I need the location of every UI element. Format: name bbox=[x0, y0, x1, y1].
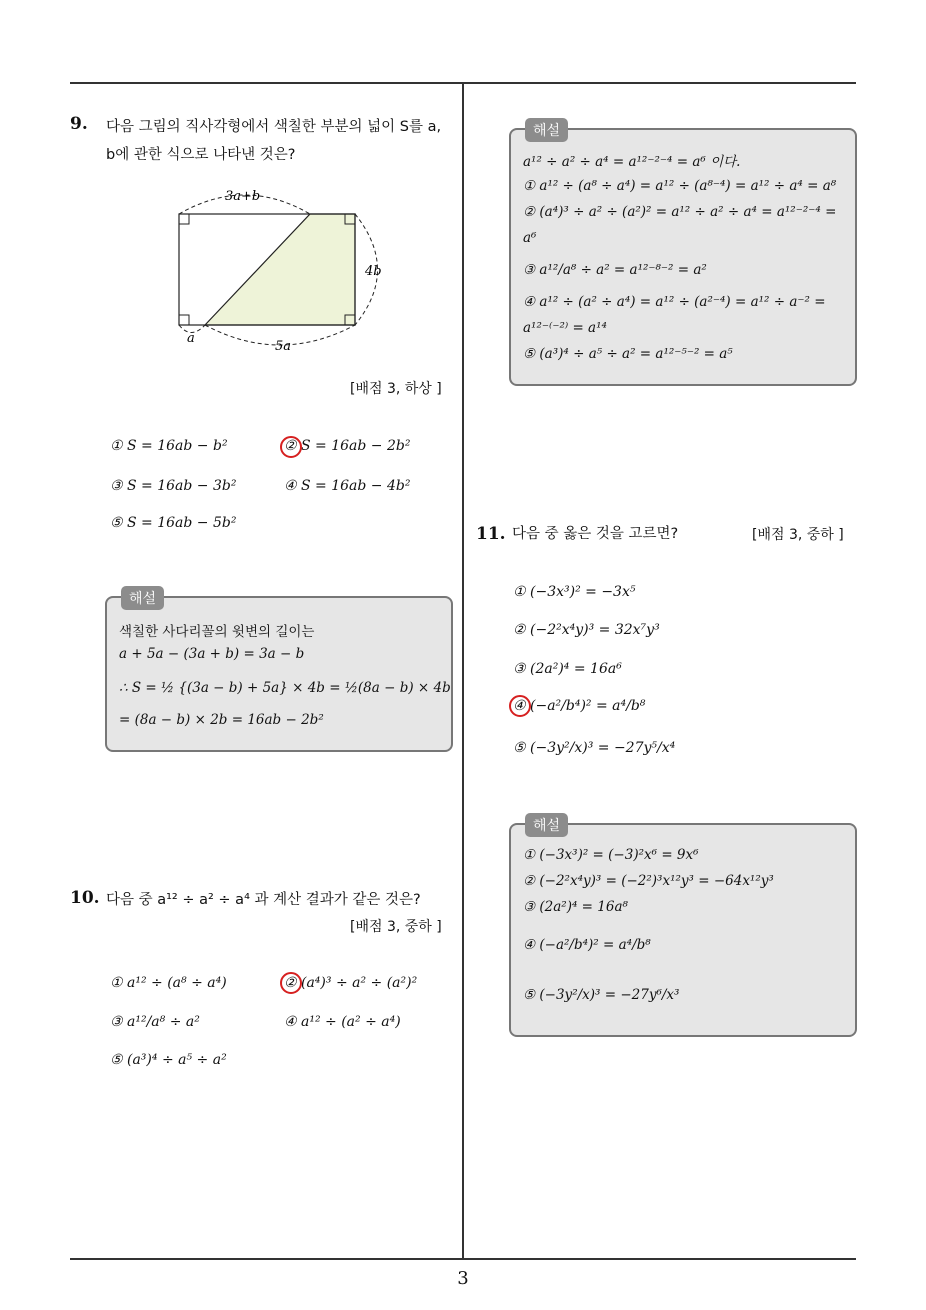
page-number: 3 bbox=[457, 1268, 469, 1289]
q10-solution-line6: ④ a¹² ÷ (a² ÷ a⁴) = a¹² ÷ (a²⁻⁴) = a¹² ÷ a⁻² = bbox=[523, 294, 826, 310]
q11-solution-line5: ⑤ (−3y²/x)³ = −27y⁶/x³ bbox=[523, 987, 680, 1003]
q11-option-4[interactable]: ④ (−a²/b⁴)² = a⁴/b⁸ bbox=[513, 698, 646, 714]
q10-solution-line1: a¹² ÷ a² ÷ a⁴ = a¹²⁻²⁻⁴ = a⁶ 이다. bbox=[523, 154, 741, 170]
q10-solution-line4: a⁶ bbox=[523, 230, 537, 246]
q11-solution-line1: ① (−3x³)² = (−3)²x⁶ = 9x⁶ bbox=[523, 847, 699, 863]
q10-score: [배점 3, 중하 ] bbox=[350, 919, 442, 935]
q9-option-5[interactable]: ⑤ S = 16ab − 5b² bbox=[110, 515, 237, 531]
q9-number: 9. bbox=[70, 114, 88, 134]
q11-solution-line2: ② (−2²x⁴y)³ = (−2²)³x¹²y³ = −64x¹²y³ bbox=[523, 873, 774, 889]
q9-solution-box bbox=[105, 591, 453, 752]
q9-solution-tag: 해설 bbox=[121, 586, 164, 610]
q11-solution-line3: ③ (2a²)⁴ = 16a⁸ bbox=[523, 899, 628, 915]
q9-stem-line1: 다음 그림의 직사각형에서 색칠한 부분의 넓이 S를 a, bbox=[106, 119, 442, 135]
q11-solution-line4: ④ (−a²/b⁴)² = a⁴/b⁸ bbox=[523, 937, 651, 953]
q9-solution-line4: = (8a − b) × 2b = 16ab − 2b² bbox=[119, 712, 324, 728]
q10-solution-box bbox=[509, 123, 857, 386]
q10-number: 10. bbox=[70, 888, 100, 908]
bottom-rule bbox=[70, 1258, 856, 1260]
q9-score: [배점 3, 하상 ] bbox=[350, 381, 442, 397]
q11-score: [배점 3, 중하 ] bbox=[752, 527, 844, 543]
q10-solution-line5: ③ a¹²/a⁸ ÷ a² = a¹²⁻⁸⁻² = a² bbox=[523, 262, 707, 278]
q11-number: 11. bbox=[476, 524, 506, 544]
q11-option-2[interactable]: ② (−2²x⁴y)³ = 32x⁷y³ bbox=[513, 622, 660, 638]
q9-option-1[interactable]: ① S = 16ab − b² bbox=[110, 438, 228, 454]
q11-solution-tag: 해설 bbox=[525, 813, 568, 837]
q9-answer-circle bbox=[280, 436, 302, 458]
q10-option-3[interactable]: ③ a¹²/a⁸ ÷ a² bbox=[110, 1014, 200, 1030]
q11-option-5[interactable]: ⑤ (−3y²/x)³ = −27y⁵/x⁴ bbox=[513, 740, 676, 756]
q9-stem-line2: b에 관한 식으로 나타낸 것은? bbox=[106, 147, 296, 163]
q10-solution-line3: ② (a⁴)³ ÷ a² ÷ (a²)² = a¹² ÷ a² ÷ a⁴ = a¹²⁻²⁻⁴ = bbox=[523, 204, 837, 220]
q9-shaded-trapezoid bbox=[205, 214, 355, 325]
q10-option-2[interactable]: ② (a⁴)³ ÷ a² ÷ (a²)² bbox=[284, 975, 418, 991]
q9-label-top: 3a+b bbox=[225, 189, 261, 204]
q10-option-4[interactable]: ④ a¹² ÷ (a² ÷ a⁴) bbox=[284, 1014, 401, 1030]
q9-solution-line2: a + 5a − (3a + b) = 3a − b bbox=[119, 646, 305, 662]
q9-solution-line3: ∴ S = ½ {(3a − b) + 5a} × 4b = ½(8a − b) × 4b bbox=[119, 680, 451, 696]
q10-option-1[interactable]: ① a¹² ÷ (a⁸ ÷ a⁴) bbox=[110, 975, 227, 991]
column-divider bbox=[462, 82, 464, 1260]
q9-solution-line1: 색칠한 사다리꼴의 윗변의 길이는 bbox=[119, 624, 315, 640]
q9-option-2[interactable]: ② S = 16ab − 2b² bbox=[284, 438, 411, 454]
q9-label-bottom: 5a bbox=[275, 339, 292, 354]
q10-solution-line7: a¹²⁻⁽⁻²⁾ = a¹⁴ bbox=[523, 320, 607, 336]
q11-solution-box bbox=[509, 818, 857, 1037]
q11-stem: 다음 중 옳은 것을 고르면? bbox=[512, 526, 679, 542]
q11-option-3[interactable]: ③ (2a²)⁴ = 16a⁶ bbox=[513, 661, 622, 677]
q9-label-bottom-left: a bbox=[187, 331, 195, 346]
q11-option-1[interactable]: ① (−3x³)² = −3x⁵ bbox=[513, 584, 636, 600]
q11-answer-circle bbox=[509, 695, 531, 717]
q9-option-3[interactable]: ③ S = 16ab − 3b² bbox=[110, 478, 237, 494]
q10-stem: 다음 중 a¹² ÷ a² ÷ a⁴ 과 계산 결과가 같은 것은? bbox=[106, 892, 421, 908]
q10-answer-circle bbox=[280, 972, 302, 994]
q10-option-5[interactable]: ⑤ (a³)⁴ ÷ a⁵ ÷ a² bbox=[110, 1052, 227, 1068]
q10-solution-tag: 해설 bbox=[525, 118, 568, 142]
q10-solution-line2: ① a¹² ÷ (a⁸ ÷ a⁴) = a¹² ÷ (a⁸⁻⁴) = a¹² ÷ a⁴ = a⁸ bbox=[523, 178, 837, 194]
q9-figure bbox=[165, 180, 395, 360]
q10-solution-line8: ⑤ (a³)⁴ ÷ a⁵ ÷ a² = a¹²⁻⁵⁻² = a⁵ bbox=[523, 346, 733, 362]
q9-label-right: 4b bbox=[365, 264, 382, 279]
q9-option-4[interactable]: ④ S = 16ab − 4b² bbox=[284, 478, 411, 494]
